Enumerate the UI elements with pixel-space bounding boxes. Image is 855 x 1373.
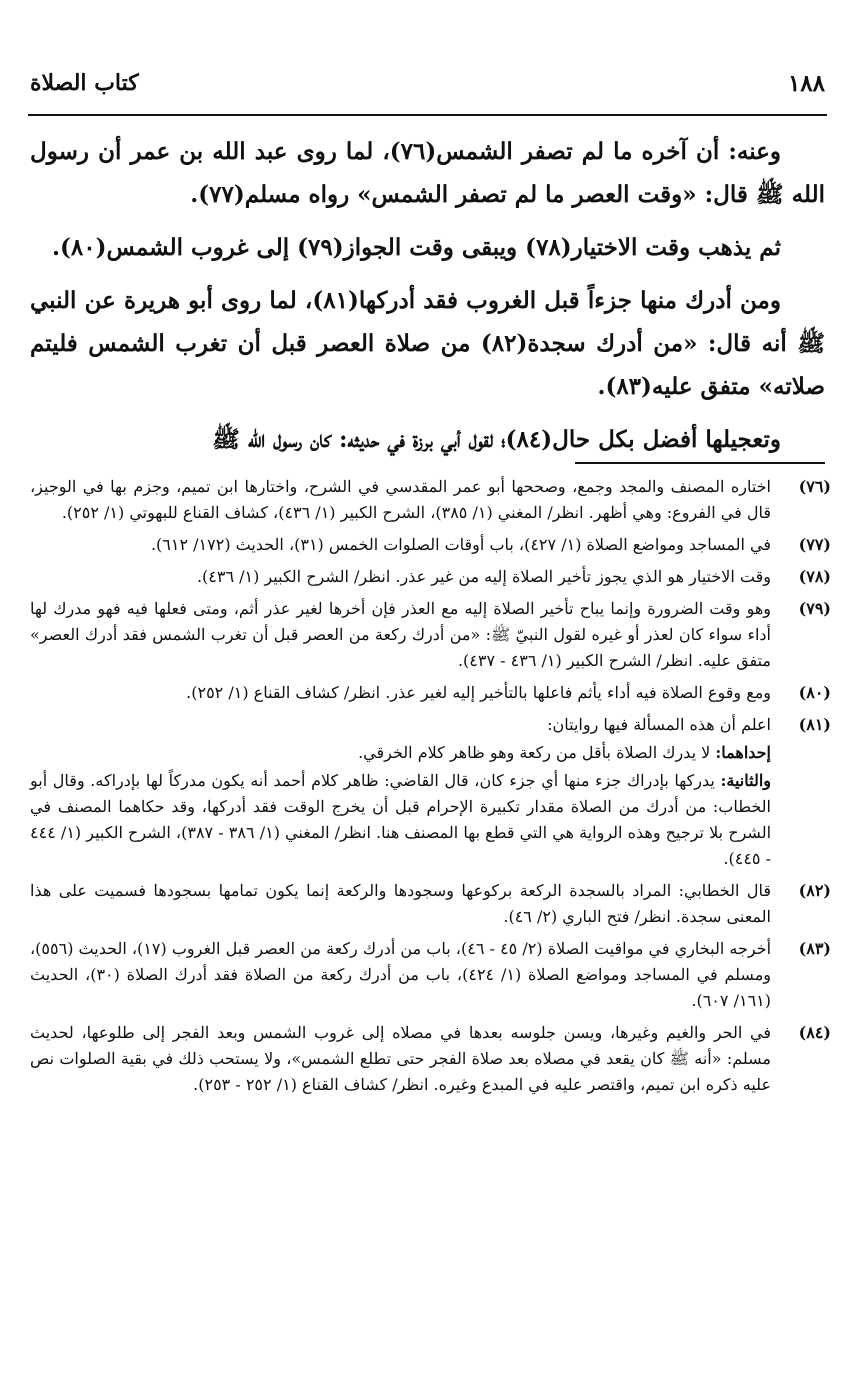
main-text bbox=[30, 130, 825, 471]
footnote-text: وقت الاختيار هو الذي يجوز تأخير الصلاة إليه من غير عذر. انظر/ الشرح الكبير (١/ ٤٣٦). bbox=[196, 567, 771, 586]
footnote-separator bbox=[575, 462, 825, 464]
footnote-76 bbox=[30, 474, 831, 526]
footnote-number: (٨٢) bbox=[798, 881, 831, 900]
main-paragraph-2: ثم يذهب وقت الاختيار(٧٨) ويبقى وقت الجواز(٧٩) إلى غروب الشمس(٨٠). bbox=[52, 234, 781, 261]
footnote-number: (٧٨) bbox=[798, 567, 831, 586]
footnote-77 bbox=[30, 532, 831, 558]
main-paragraph-3: ومن أدرك منها جزءاً قبل الغروب فقد أدركها(٨١)، لما روى أبو هريرة عن النبي ﷺ أنه قال: «من أدرك سجدة(٨٢) من صلاة العصر قبل أن تغرب الشمس فليتم صلاته» متفق عليه(٨٣). bbox=[30, 287, 825, 400]
footnote-81 bbox=[30, 712, 831, 872]
main-paragraph-4: وتعجيلها أفضل بكل حال(٨٤)؛ لقول أبي برزة في حديثه: كان رسول الله ﷺ bbox=[212, 426, 781, 453]
footnote-number: (٧٦) bbox=[798, 477, 831, 496]
footnote-text: في الحر والغيم وغيرها، ويسن جلوسه بعدها في مصلاه إلى غروب الشمس وبعد الفجر إلى طلوعها، لحديث مسلم: «أنه ﷺ كان يقعد في مصلاه بعد صلاة الفجر حتى تطلع الشمس»، ولا يستحب ذلك في بقية الصلوات نص عليه ذكره ابن تميم، واقتصر عليه في المبدع وغيره. انظر/ كشاف القناع (١/ ٢٥٢ - ٢٥٣). bbox=[30, 1023, 771, 1094]
footnote-83 bbox=[30, 936, 831, 1014]
footnote-78 bbox=[30, 564, 831, 590]
footnote-number: (٨٣) bbox=[798, 939, 831, 958]
footnote-text: في المساجد ومواضع الصلاة (١/ ٤٢٧)، باب أوقات الصلوات الخمس (٣١)، الحديث (١٧٢/ ٦١٢). bbox=[150, 535, 771, 554]
footnote-number: (٧٧) bbox=[798, 535, 831, 554]
footnote-sub-text: لا يدرك الصلاة بأقل من ركعة وهو ظاهر كلام الخرقي. bbox=[358, 743, 716, 762]
footnote-sub-1 bbox=[30, 740, 771, 766]
footnote-number: (٨٠) bbox=[798, 683, 831, 702]
footnote-80 bbox=[30, 680, 831, 706]
footnote-84 bbox=[30, 1020, 831, 1098]
footnote-text: اختاره المصنف والمجد وجمع، وصححها أبو عمر المقدسي في الشرح، واختارها ابن تميم، وجزم بها في الوجيز، قال في الفروع: وهي أظهر. انظر/ المغني (١/ ٣٨٥)، الشرح الكبير (١/ ٤٣٦)، كشاف القناع للبهوتي (١/ ٢٥٢). bbox=[30, 477, 771, 522]
page-header bbox=[28, 70, 827, 116]
footnote-number: (٨٤) bbox=[798, 1023, 831, 1042]
footnote-text: قال الخطابي: المراد بالسجدة الركعة بركوعها وسجودها والركعة إنما يكون تمامها بسجودها فسميت على هذا المعنى سجدة. انظر/ فتح الباري (٢/ ٤٦). bbox=[30, 881, 771, 926]
footnote-sub-2 bbox=[30, 768, 771, 872]
footnote-text: اعلم أن هذه المسألة فيها روايتان: bbox=[547, 715, 771, 734]
footnote-text: وهو وقت الضرورة وإنما يباح تأخير الصلاة إليه مع العذر فإن أخرها لغير عذر أثم، ومتى فعلها فيه فهو مدرك لها أداء سواء كان لعذر أو غيره لقول النبيّ ﷺ: «من أدرك ركعة من العصر قبل أن تغرب الشمس فقد أدرك العصر» متفق عليه. انظر/ الشرح الكبير (١/ ٤٣٦ - ٤٣٧). bbox=[30, 599, 772, 670]
footnote-text: أخرجه البخاري في مواقيت الصلاة (٢/ ٤٥ - ٤٦)، باب من أدرك ركعة من العصر قبل الغروب (١٧)، الحديث (٥٥٦)، ومسلم في المساجد ومواضع الصلاة (١/ ٤٢٤)، باب من أدرك ركعة من الصلاة فقد أدرك الصلاة (٣٠)، الحديث (١٦١/ ٦٠٧). bbox=[30, 939, 772, 1010]
running-title: كتاب الصلاة bbox=[30, 70, 139, 96]
main-paragraph-1: وعنه: أن آخره ما لم تصفر الشمس(٧٦)، لما روى عبد الله بن عمر أن رسول الله ﷺ قال: «وقت العصر ما لم تصفر الشمس» رواه مسلم(٧٧). bbox=[30, 138, 825, 208]
footnote-79 bbox=[30, 596, 831, 674]
page-number: ١٨٨ bbox=[787, 70, 825, 97]
footnote-text: ومع وقوع الصلاة فيه أداء يأثم فاعلها بالتأخير إليه لغير عذر. انظر/ كشاف القناع (١/ ٢٥٢). bbox=[186, 683, 771, 702]
footnotes bbox=[30, 474, 831, 1104]
footnote-sub-lead: إحداهما: bbox=[715, 743, 771, 762]
footnote-sub-lead: والثانية: bbox=[720, 771, 771, 790]
footnote-82 bbox=[30, 878, 831, 930]
footnote-number: (٧٩) bbox=[798, 599, 831, 618]
footnote-number: (٨١) bbox=[798, 715, 831, 734]
footnote-sub-text: يدركها بإدراك جزء منها أي جزء كان، قال القاضي: ظاهر كلام أحمد أنه يكون مدركاً لها بإدراكه. وقال أبو الخطاب: من أدرك من الصلاة مقدار تكبيرة الإحرام قبل أن يخرج الوقت فقد أدركها، وقد حكاهما المصنف في الشرح بلا ترجيح وهذه الرواية هي التي قطع بها المصنف هنا. انظر/ المغني (١/ ٣٨٦ - ٣٨٧)، الشرح الكبير (١/ ٤٤٤ - ٤٤٥). bbox=[30, 771, 772, 868]
